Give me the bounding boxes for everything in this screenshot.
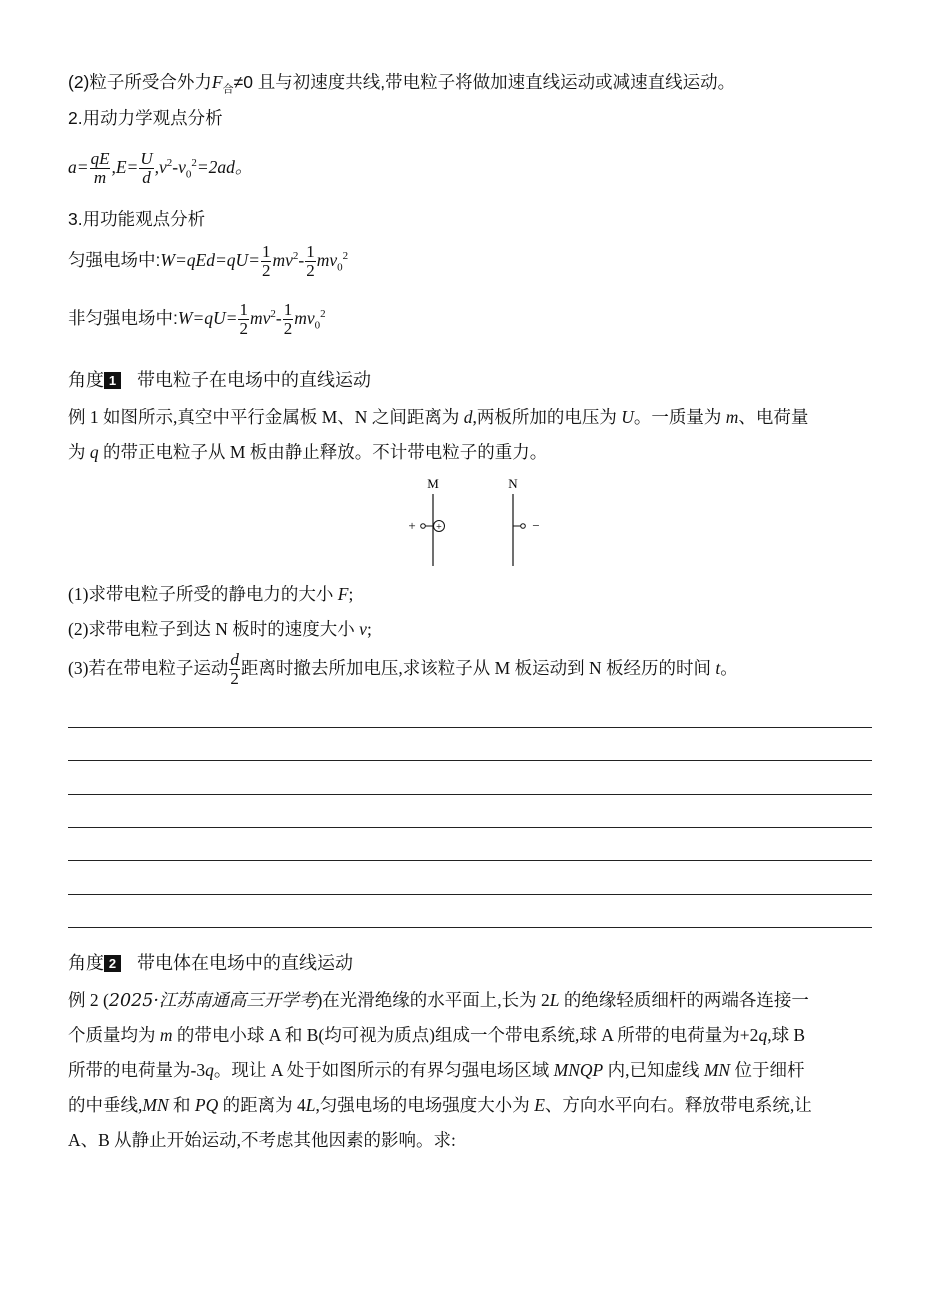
positive-terminal [421, 524, 426, 529]
denominator: 2 [306, 260, 315, 280]
symbol-d: d [463, 407, 473, 427]
denominator: d [142, 167, 151, 187]
symbol-E: E [534, 1095, 545, 1115]
denominator: 2 [261, 260, 271, 280]
text: 。现让 A 处于如图所示的有界匀强电场区域 [213, 1060, 554, 1080]
symbol-L: L [305, 1095, 316, 1115]
text: 、方向水平向右。释放带电系统,让 [544, 1095, 812, 1115]
numerator: d [230, 650, 239, 669]
symbol-U: U [621, 407, 634, 427]
numerator: 1 [261, 242, 271, 261]
fraction-U-d [139, 150, 153, 188]
numerator: 1 [239, 300, 248, 319]
expr: W=qEd=qU= [160, 249, 260, 270]
superscript: 2 [292, 249, 299, 262]
angle-1-heading [68, 369, 880, 392]
subscript: 0 [185, 168, 192, 181]
plate-N-label: N [508, 476, 518, 491]
example-2-line-1 [68, 989, 880, 1013]
superscript: 2 [342, 249, 349, 262]
mv: mv [249, 307, 271, 328]
angle-2-heading [68, 952, 880, 975]
superscript: 2 [320, 307, 326, 320]
negative-terminal-sign: − [532, 518, 540, 533]
dynamics-equation [68, 150, 880, 188]
source-citation: 2025·江苏南通高三开学考 [108, 991, 317, 1011]
mv: mv [272, 249, 293, 270]
symbol-t: t [715, 657, 721, 678]
symbol-MN: MN [703, 1060, 731, 1080]
heading-title: 带电粒子在电场中的直线运动 [137, 370, 371, 390]
superscript: 2 [166, 156, 173, 169]
question-1 [68, 583, 880, 606]
answer-line[interactable] [68, 827, 872, 828]
fraction-half [283, 301, 294, 339]
subscript: 合 [222, 83, 234, 96]
example-2-line-4 [68, 1094, 880, 1117]
denominator: 2 [239, 318, 248, 338]
text: 的距离为 4 [218, 1095, 306, 1115]
answer-line[interactable] [68, 760, 872, 761]
answer-line[interactable] [68, 860, 872, 861]
numerator: 1 [283, 300, 293, 319]
fraction-half [238, 301, 249, 339]
minus: - [275, 307, 282, 328]
superscript: 2 [270, 307, 276, 320]
label: 非匀强电场中: [68, 307, 178, 328]
heading-prefix: 角度 [68, 370, 104, 390]
fraction-qE-m [90, 150, 111, 188]
symbol-q: q [205, 1060, 214, 1080]
subscript: 0 [337, 261, 343, 274]
fraction-half [261, 243, 272, 281]
expr: W=qU= [177, 307, 238, 328]
text: 。一质量为 [633, 407, 726, 427]
text: ; [366, 619, 372, 639]
text: 所带的电荷量为-3 [68, 1060, 206, 1080]
text: ,球 B [767, 1025, 806, 1045]
symbol-MN: MN [142, 1095, 169, 1115]
text: 的绝缘轻质细杆的两端各连接一 [559, 990, 809, 1010]
fraction-half [305, 243, 316, 281]
negative-terminal [521, 524, 526, 529]
section-2-title: 2.用动力学观点分析 [68, 108, 223, 128]
eq-E: ,E= [111, 156, 139, 177]
fraction-d-2 [229, 651, 240, 689]
symbol-MNQP: MNQP [553, 1060, 604, 1080]
mv0: mv [294, 307, 315, 328]
text: ,匀强电场的电场强度大小为 [315, 1095, 535, 1115]
superscript: 2 [191, 156, 197, 169]
text: (2)求带电粒子到达 N 板时的速度大小 [68, 619, 360, 639]
denominator: m [93, 167, 107, 187]
symbol-PQ: PQ [194, 1095, 219, 1115]
text: 。 [720, 657, 738, 678]
subscript: 0 [314, 319, 321, 332]
text: 为 [68, 442, 90, 462]
answer-line[interactable] [68, 794, 872, 795]
text: ,两板所加的电压为 [472, 407, 622, 427]
numerator: U [140, 149, 153, 168]
example-2-line-2 [68, 1024, 880, 1047]
text: 距离时撤去所加电压,求该粒子从 M 板运动到 N 板经历的时间 [240, 657, 716, 678]
nonuniform-field-equation [68, 301, 880, 339]
section-3-title: 3.用功能观点分析 [68, 209, 206, 229]
text: 、电荷量 [738, 407, 809, 427]
eq-v0: -v [172, 156, 186, 177]
text: )在光滑绝缘的水平面上,长为 2 [316, 990, 550, 1010]
symbol-v: v [359, 619, 367, 639]
symbol-m: m [159, 1025, 173, 1045]
symbol-F: F [337, 584, 349, 604]
numerator: 1 [306, 242, 315, 261]
label: 匀强电场中: [68, 249, 161, 270]
example-2-line-3 [68, 1059, 880, 1082]
angle-number-badge: 2 [104, 955, 121, 972]
question-2 [68, 618, 880, 641]
mv0: mv [316, 249, 338, 270]
plate-M-label: M [427, 476, 439, 491]
eq-end: =2ad。 [196, 156, 253, 177]
answer-line[interactable] [68, 727, 872, 728]
numerator: qE [90, 149, 110, 168]
paragraph-point-2 [68, 71, 880, 97]
text: 例 2 ( [68, 990, 109, 1010]
symbol-F: F [211, 72, 223, 92]
text: 的带电小球 A 和 B(均可视为质点)组成一个带电系统,球 A 所带的电荷量为+2 [172, 1025, 759, 1045]
minus: - [298, 249, 305, 270]
denominator: 2 [283, 318, 293, 338]
text: ≠0 且与初速度共线,带电粒子将做加速直线运动或减速直线运动。 [233, 72, 736, 92]
text: 和 [168, 1095, 195, 1115]
particle-charge-sign: + [436, 522, 442, 533]
symbol-m: m [725, 407, 739, 427]
positive-terminal-sign: + [408, 518, 416, 533]
example-1-line-2 [68, 441, 880, 464]
symbol-q: q [758, 1025, 768, 1045]
question-3 [68, 651, 880, 689]
uniform-field-equation [68, 243, 880, 281]
text: 的带正电粒子从 M 板由静止释放。不计带电粒子的重力。 [98, 442, 548, 462]
parallel-plates-figure [395, 472, 555, 572]
text: A、B 从静止开始运动,不考虑其他因素的影响。求: [68, 1130, 456, 1150]
symbol-L: L [549, 990, 560, 1010]
text: ; [348, 584, 354, 604]
angle-number-badge: 1 [104, 372, 121, 389]
text: 位于细杆 [730, 1060, 805, 1080]
text: 例 1 如图所示,真空中平行金属板 M、N 之间距离为 [68, 407, 464, 427]
symbol-q: q [89, 442, 99, 462]
text: (2)粒子所受合外力 [68, 72, 212, 92]
denominator: 2 [230, 668, 239, 688]
text: (1)求带电粒子所受的静电力的大小 [68, 584, 338, 604]
text: (3)若在带电粒子运动 [68, 657, 229, 678]
text: 内,已知虚线 [603, 1060, 704, 1080]
eq-v: ,v [154, 156, 167, 177]
eq-a: a= [68, 156, 89, 177]
text: 的中垂线, [68, 1095, 143, 1115]
text: 个质量均为 [68, 1025, 160, 1045]
heading-prefix: 角度 [68, 953, 104, 973]
answer-line[interactable] [68, 894, 872, 895]
answer-line[interactable] [68, 927, 872, 928]
heading-title: 带电体在电场中的直线运动 [137, 953, 353, 973]
example-2-line-5 [68, 1129, 880, 1152]
example-1-line-1 [68, 406, 880, 429]
